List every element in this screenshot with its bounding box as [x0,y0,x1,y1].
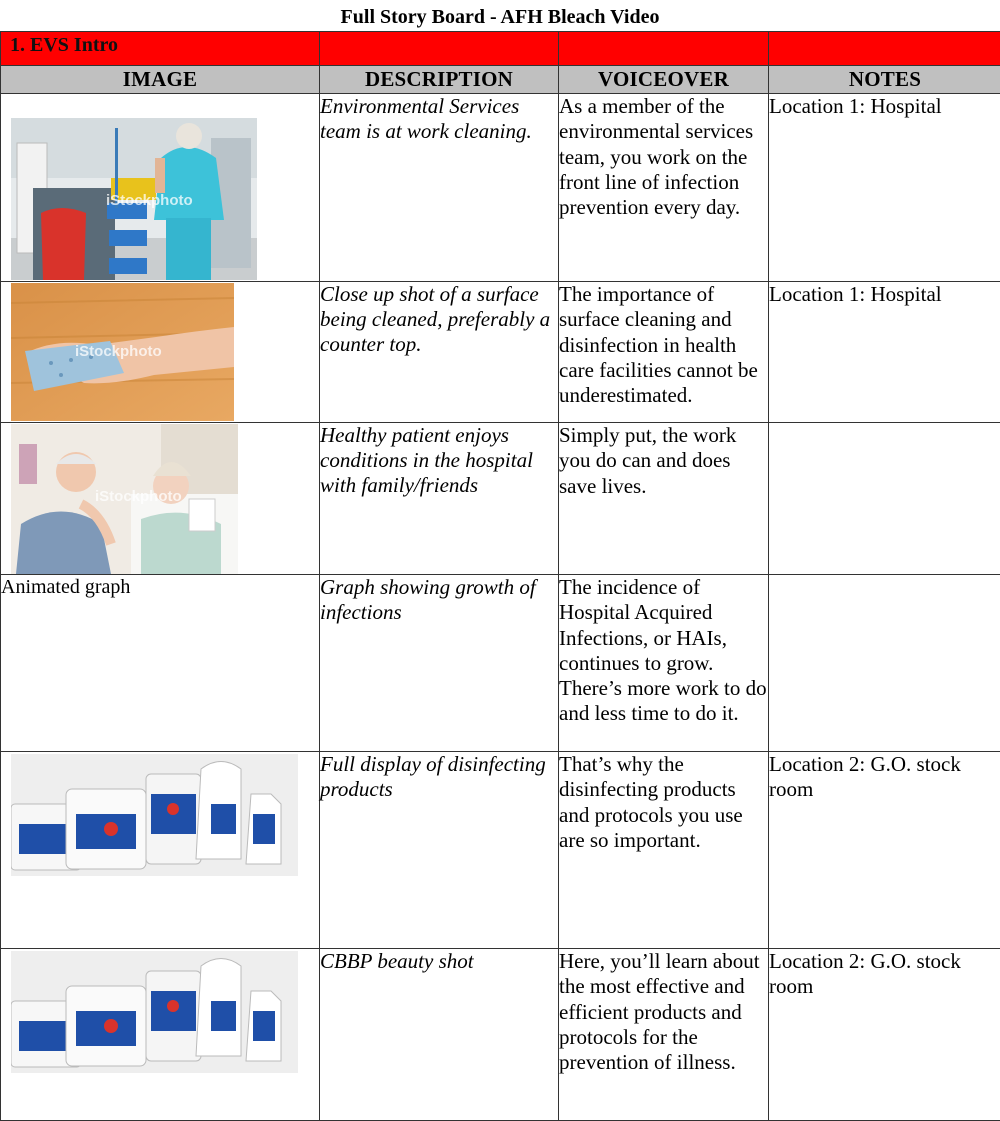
notes-cell: Location 1: Hospital [769,282,1000,423]
image-cell [1,752,320,949]
table-row [1,282,1000,423]
watermark-text: iStockphoto [75,343,162,360]
voiceover-cell: The importance of surface cleaning and disinfection in health care facilities cannot be underestimated. [559,282,769,423]
cbbp-beauty-shot-photo [11,951,298,1073]
description-cell: Full display of disinfecting products [320,752,559,949]
image-cell [1,423,320,575]
notes-cell [769,575,1000,752]
disinfecting-products-photo [11,754,298,876]
watermark-text: iStockphoto [106,192,193,209]
table-row [1,94,1000,282]
watermark-text: iStockphoto [95,488,182,505]
table-row [1,752,1000,949]
description-cell: Healthy patient enjoys conditions in the hospital with family/friends [320,423,559,575]
table-row [1,575,1000,752]
notes-cell [769,423,1000,575]
notes-cell: Location 1: Hospital [769,94,1000,282]
description-cell: Close up shot of a surface being cleaned, preferably a counter top. [320,282,559,423]
notes-cell: Location 2: G.O. stock room [769,949,1000,1121]
image-cell [1,282,320,423]
patient-family-photo [11,424,238,574]
voiceover-cell: Here, you’ll learn about the most effective and efficient products and protocols for the prevention of illness. [559,949,769,1121]
voiceover-cell: The incidence of Hospital Acquired Infections, or HAIs, continues to grow. There’s more work to do and less time to do it. [559,575,769,752]
image-cell: Animated graph [1,575,320,752]
document-title: Full Story Board - AFH Bleach Video [0,4,1000,30]
voiceover-cell: Simply put, the work you do can and does save lives. [559,423,769,575]
table-row [1,949,1000,1121]
description-cell: CBBP beauty shot [320,949,559,1121]
table-row [1,423,1000,575]
surface-cleaning-photo [11,283,234,421]
column-header-voiceover: VOICEOVER [559,66,769,94]
column-header-description: DESCRIPTION [320,66,559,94]
cleaning-staff-photo [11,118,257,280]
voiceover-cell: That’s why the disinfecting products and protocols you use are so important. [559,752,769,949]
description-cell: Graph showing growth of infections [320,575,559,752]
notes-cell: Location 2: G.O. stock room [769,752,1000,949]
voiceover-cell: As a member of the environmental services team, you work on the front line of infection prevention every day. [559,94,769,282]
storyboard-table [0,31,1000,1121]
column-header-image: IMAGE [1,66,320,94]
description-cell: Environmental Services team is at work cleaning. [320,94,559,282]
image-cell [1,94,320,282]
section-label: 1. EVS Intro [1,32,320,66]
column-header-notes: NOTES [769,66,1000,94]
column-header-row [1,66,1000,94]
section-header-row [1,32,1000,66]
image-cell [1,949,320,1121]
